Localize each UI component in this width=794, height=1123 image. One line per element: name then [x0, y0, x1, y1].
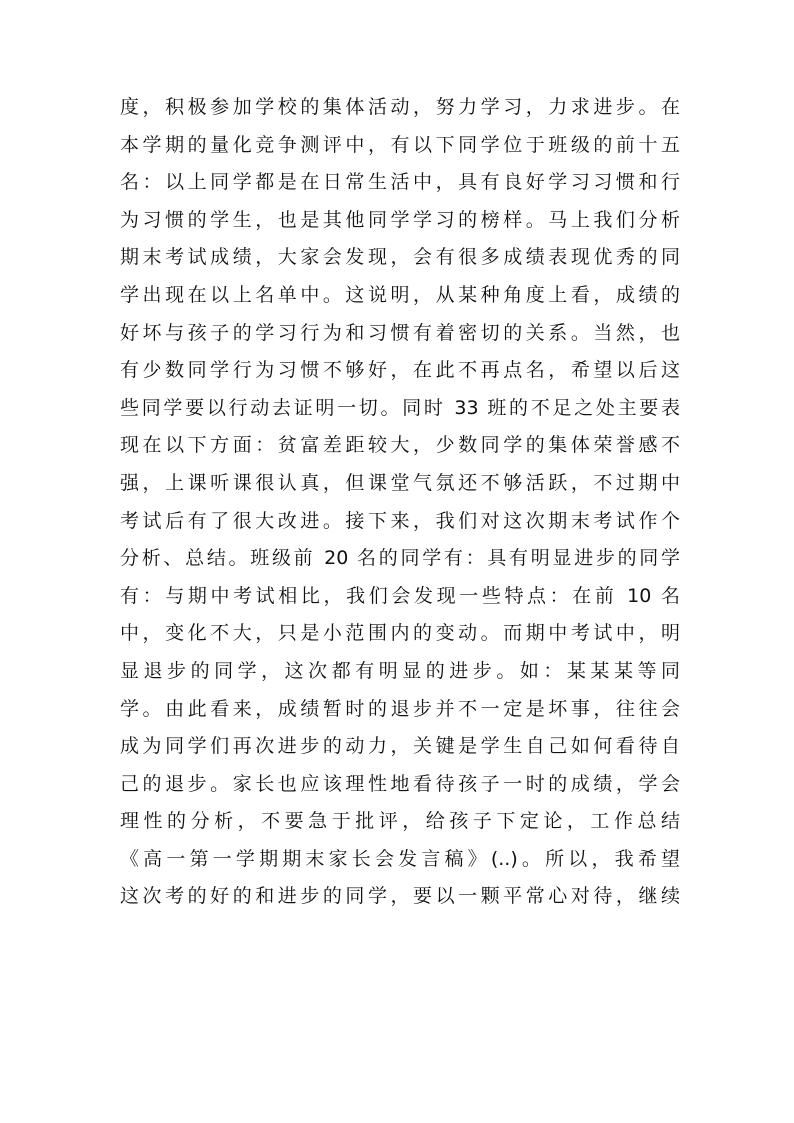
- text-line: 这次考的好的和进步的同学，要以一颗平常心对待，继续: [120, 885, 680, 908]
- text-line: 强，上课听课很认真，但课堂气氛还不够活跃，不过期中: [120, 471, 680, 494]
- text-line: 中，变化不大，只是小范围内的变动。而期中考试中，明: [120, 622, 680, 645]
- text-line: 现在以下方面：贫富差距较大，少数同学的集体荣誉感不: [120, 434, 680, 457]
- text-line: 学。由此看来，成绩暂时的退步并不一定是坏事，往往会: [120, 697, 680, 720]
- text-line: 本学期的量化竞争测评中，有以下同学位于班级的前十五: [120, 133, 680, 156]
- text-line: 己的退步。家长也应该理性地看待孩子一时的成绩，学会: [120, 772, 680, 795]
- text-line: 好坏与孩子的学习行为和习惯有着密切的关系。当然，也: [120, 321, 680, 344]
- text-line: 理性的分析，不要急于批评，给孩子下定论，工作总结: [120, 810, 680, 833]
- text-line: 有：与期中考试相比，我们会发现一些特点：在前 10 名: [120, 584, 680, 607]
- text-line: 些同学要以行动去证明一切。同时 33 班的不足之处主要表: [120, 396, 680, 419]
- text-line: 考试后有了很大改进。接下来，我们对这次期末考试作个: [120, 509, 680, 532]
- text-line: 学出现在以上名单中。这说明，从某种角度上看，成绩的: [120, 283, 680, 306]
- text-line: 为习惯的学生，也是其他同学学习的榜样。马上我们分析: [120, 208, 680, 231]
- text-line: 有少数同学行为习惯不够好，在此不再点名，希望以后这: [120, 359, 680, 382]
- text-line: 度，积极参加学校的集体活动，努力学习，力求进步。在: [120, 96, 680, 118]
- text-line: 分析、总结。班级前 20 名的同学有：具有明显进步的同学: [120, 547, 680, 570]
- text-line: 名：以上同学都是在日常生活中，具有良好学习习惯和行: [120, 171, 680, 194]
- text-line: 《高一第一学期期末家长会发言稿》(..)。所以，我希望: [120, 847, 680, 870]
- text-line: 显退步的同学，这次都有明显的进步。如：某某某等同: [120, 659, 680, 682]
- text-line: 期末考试成绩，大家会发现，会有很多成绩表现优秀的同: [120, 246, 680, 269]
- text-line: 成为同学们再次进步的动力，关键是学生自己如何看待自: [120, 735, 680, 758]
- body-text: [120, 89, 680, 916]
